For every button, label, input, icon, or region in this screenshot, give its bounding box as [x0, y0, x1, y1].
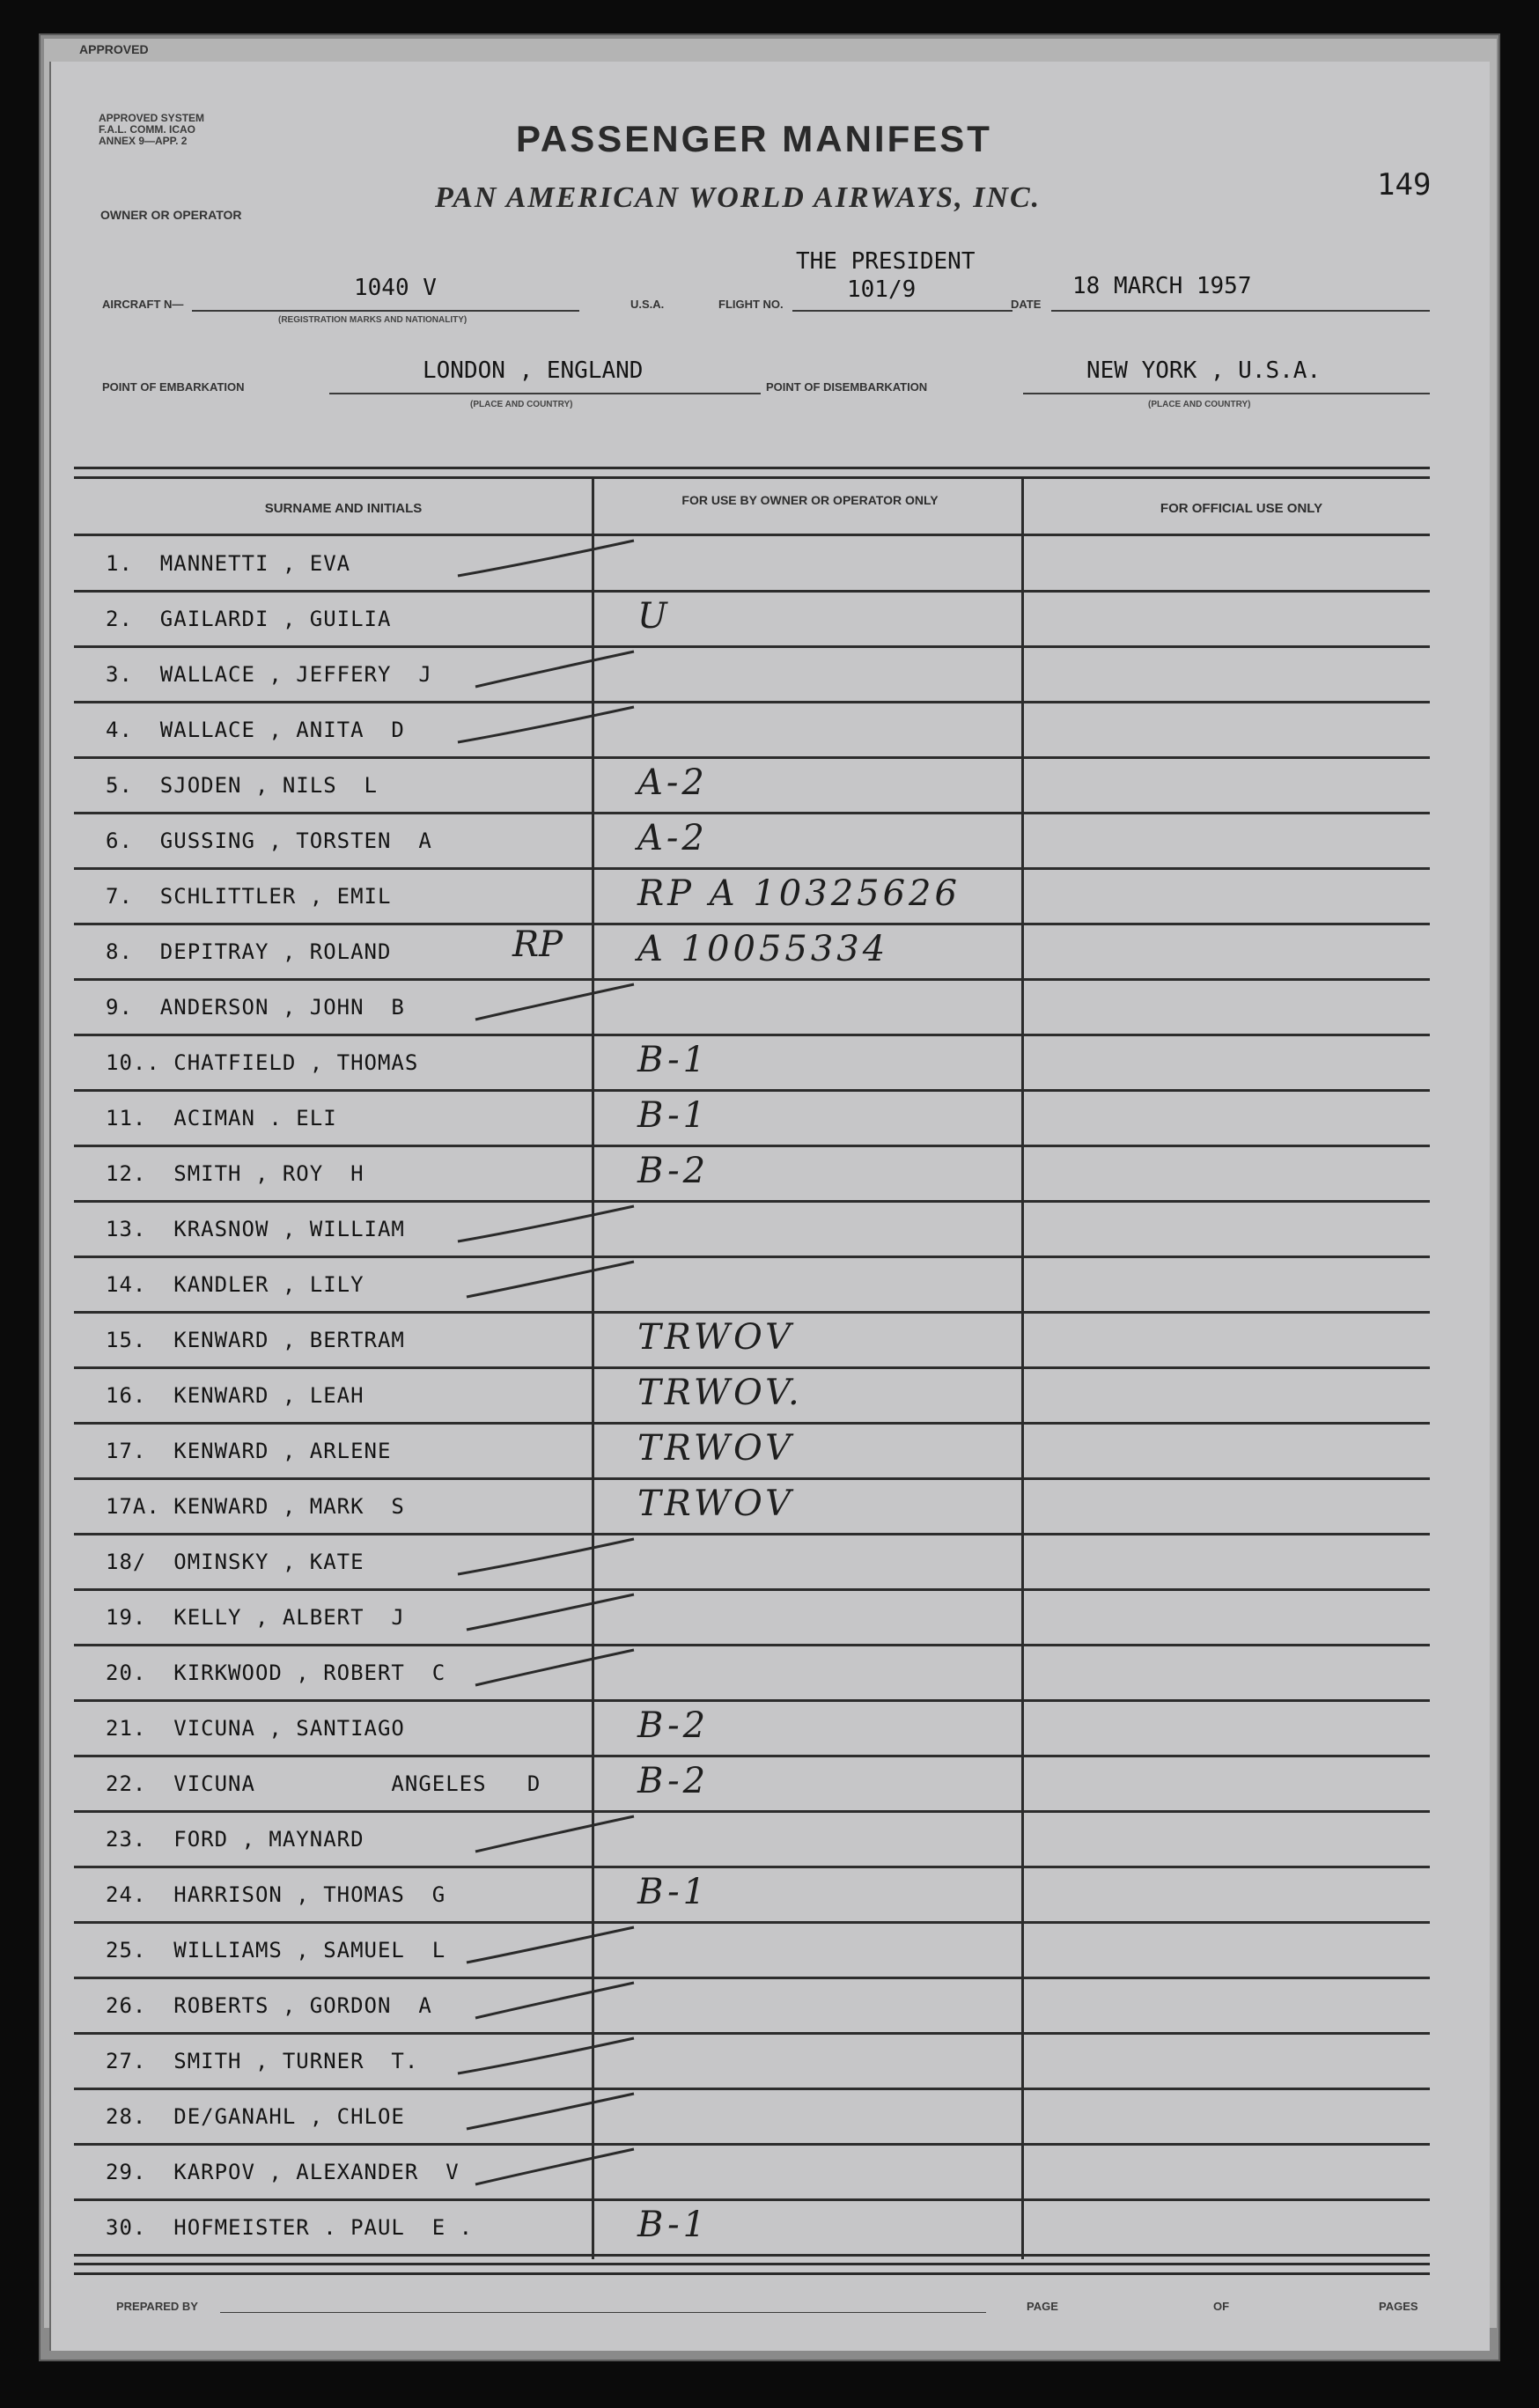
- check-stroke: [475, 1650, 634, 1685]
- passenger-name: 17. KENWARD , ARLENE: [106, 1439, 392, 1463]
- passenger-name: 25. WILLIAMS , SAMUEL L: [106, 1938, 446, 1962]
- check-stroke: [458, 2038, 634, 2073]
- passenger-name: 23. FORD , MAYNARD: [106, 1827, 364, 1852]
- operator-note: RP A 10325626: [637, 873, 961, 914]
- passenger-name: 19. KELLY , ALBERT J: [106, 1605, 405, 1630]
- passenger-name: 8. DEPITRAY , ROLAND: [106, 939, 392, 964]
- operator-note: A-2: [637, 762, 708, 803]
- check-stroke: [458, 1539, 634, 1574]
- operator-note: TRWOV: [637, 1484, 795, 1524]
- airline-name: PAN AMERICAN WORLD AIRWAYS, INC.: [435, 181, 1042, 214]
- check-stroke: [467, 2094, 634, 2129]
- passenger-name: 24. HARRISON , THOMAS G: [106, 1882, 446, 1907]
- passenger-name: 3. WALLACE , JEFFERY J: [106, 662, 432, 687]
- operator-note: B-2: [637, 1151, 710, 1191]
- col-header-owner-use: FOR USE BY OWNER OR OPERATOR ONLY: [681, 493, 939, 507]
- check-stroke: [475, 1816, 634, 1852]
- operator-note: U: [637, 596, 671, 637]
- disembark-value: NEW YORK , U.S.A.: [1086, 357, 1322, 384]
- aircraft-label: AIRCRAFT N—: [102, 298, 184, 311]
- check-stroke: [458, 1206, 634, 1241]
- check-stroke: [475, 2149, 634, 2184]
- check-stroke: [467, 1594, 634, 1630]
- embark-note: (PLACE AND COUNTRY): [470, 400, 573, 409]
- flight-label: FLIGHT NO.: [718, 298, 784, 311]
- usa-label: U.S.A.: [630, 298, 665, 311]
- passenger-name: 13. KRASNOW , WILLIAM: [106, 1217, 405, 1241]
- passenger-name: 29. KARPOV , ALEXANDER V: [106, 2160, 460, 2184]
- check-stroke: [467, 1927, 634, 1962]
- passenger-name: 11. ACIMAN . ELI: [106, 1106, 337, 1130]
- operator-note: B-1: [637, 2205, 710, 2245]
- passenger-name: 30. HOFMEISTER . PAUL E .: [106, 2215, 474, 2240]
- passenger-name: 4. WALLACE , ANITA D: [106, 718, 405, 742]
- operator-note: TRWOV.: [637, 1373, 803, 1413]
- col-header-official-use: FOR OFFICIAL USE ONLY: [1160, 501, 1323, 516]
- of-label: OF: [1213, 2300, 1230, 2313]
- passenger-name: 9. ANDERSON , JOHN B: [106, 995, 405, 1020]
- operator-note: A-2: [637, 818, 708, 858]
- disembark-label: POINT OF DISEMBARKATION: [766, 380, 928, 394]
- passenger-name: 28. DE/GANAHL , CHLOE: [106, 2104, 405, 2129]
- passenger-name: 14. KANDLER , LILY: [106, 1272, 364, 1297]
- prepared-by-label: PREPARED BY: [116, 2300, 198, 2313]
- page-label: PAGE: [1027, 2300, 1058, 2313]
- operator-note: B-2: [637, 1761, 710, 1801]
- passenger-name: 2. GAILARDI , GUILIA: [106, 607, 392, 631]
- owner-label: OWNER OR OPERATOR: [100, 208, 242, 222]
- operator-note: A 10055334: [637, 929, 889, 969]
- registration-note: (REGISTRATION MARKS AND NATIONALITY): [278, 315, 468, 325]
- operator-note: TRWOV: [637, 1428, 795, 1469]
- passenger-name: 22. VICUNA ANGELES D: [106, 1771, 541, 1796]
- passenger-name: 15. KENWARD , BERTRAM: [106, 1328, 405, 1352]
- margin-note: RP: [512, 924, 563, 965]
- approved-corner-label: APPROVED: [79, 42, 149, 56]
- disembark-note: (PLACE AND COUNTRY): [1148, 400, 1251, 409]
- date-label: DATE: [1011, 298, 1042, 311]
- approval-box: APPROVED SYSTEM F.A.L. COMM. ICAO ANNEX 9—APP. 2: [99, 112, 205, 147]
- check-stroke: [458, 541, 634, 576]
- date-value: 18 MARCH 1957: [1072, 273, 1252, 299]
- passenger-name: 5. SJODEN , NILS L: [106, 773, 378, 798]
- operator-note: B-1: [637, 1040, 710, 1080]
- passenger-name: 18/ OMINSKY , KATE: [106, 1550, 364, 1574]
- embark-value: LONDON , ENGLAND: [423, 357, 644, 384]
- operator-note: B-1: [637, 1095, 710, 1136]
- passenger-name: 1. MANNETTI , EVA: [106, 551, 351, 576]
- operator-note: B-2: [637, 1705, 710, 1746]
- page-title: PASSENGER MANIFEST: [516, 118, 992, 159]
- passenger-name: 12. SMITH , ROY H: [106, 1161, 364, 1186]
- check-stroke: [475, 652, 634, 687]
- check-stroke: [475, 984, 634, 1020]
- check-stroke: [458, 707, 634, 742]
- flight-value: 101/9: [847, 276, 917, 303]
- flight-name: THE PRESIDENT: [796, 248, 976, 275]
- passenger-name: 7. SCHLITTLER , EMIL: [106, 884, 392, 909]
- passenger-name: 27. SMITH , TURNER T.: [106, 2049, 419, 2073]
- embark-label: POINT OF EMBARKATION: [102, 380, 245, 394]
- aircraft-value: 1040 V: [354, 275, 437, 301]
- passenger-name: 10.. CHATFIELD , THOMAS: [106, 1050, 419, 1075]
- operator-note: TRWOV: [637, 1317, 795, 1358]
- passenger-name: 20. KIRKWOOD , ROBERT C: [106, 1661, 446, 1685]
- pages-label: PAGES: [1379, 2300, 1418, 2313]
- operator-note: B-1: [637, 1872, 710, 1912]
- passenger-name: 17A. KENWARD , MARK S: [106, 1494, 405, 1519]
- passenger-name: 16. KENWARD , LEAH: [106, 1383, 364, 1408]
- passenger-name: 21. VICUNA , SANTIAGO: [106, 1716, 405, 1741]
- page-stamp: 149: [1377, 167, 1432, 203]
- check-stroke: [467, 1262, 634, 1297]
- passenger-name: 26. ROBERTS , GORDON A: [106, 1993, 432, 2018]
- check-stroke: [475, 1983, 634, 2018]
- col-header-surname: SURNAME AND INITIALS: [264, 501, 423, 516]
- passenger-name: 6. GUSSING , TORSTEN A: [106, 828, 432, 853]
